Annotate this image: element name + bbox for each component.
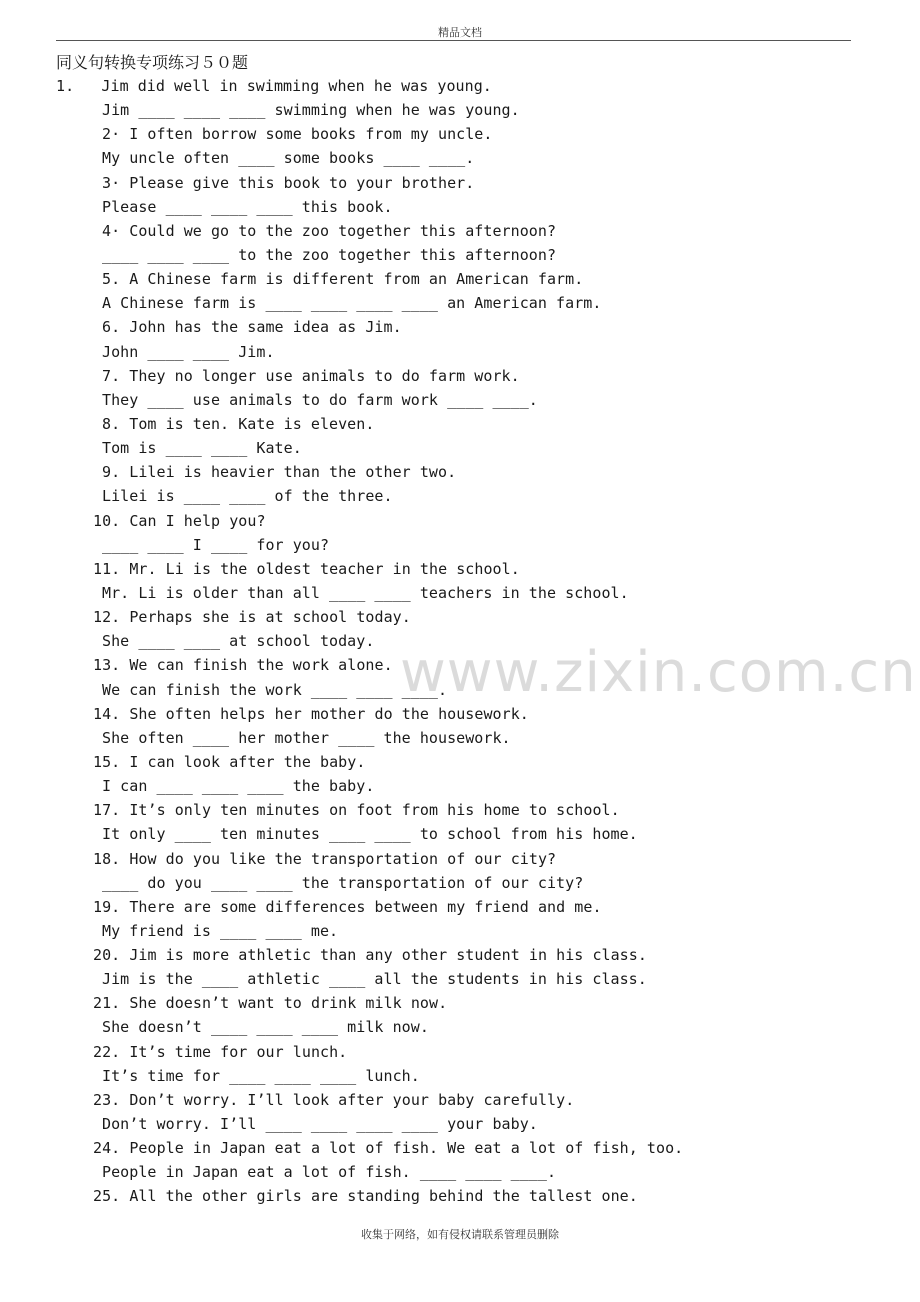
exercise-line: 24. People in Japan eat a lot of fish. We eat a lot of fish, too.: [93, 1139, 684, 1158]
exercise-line: 13. We can finish the work alone.: [93, 656, 393, 675]
exercise-line: 14. She often helps her mother do the housework.: [93, 704, 529, 723]
exercise-line: 7. They no longer use animals to do farm work.: [102, 366, 520, 385]
exercise-line: ____ do you ____ ____ the transportation of our city?: [102, 873, 584, 892]
exercise-line: Don’t worry. I’ll ____ ____ ____ ____ your baby.: [102, 1115, 538, 1134]
exercise-line: 25. All the other girls are standing behind the tallest one.: [93, 1187, 638, 1206]
exercise-line: 3· Please give this book to your brother.: [102, 173, 475, 192]
exercise-line: 23. Don’t worry. I’ll look after your baby carefully.: [93, 1090, 575, 1109]
exercise-line: My friend is ____ ____ me.: [102, 921, 339, 940]
exercise-line: She doesn’t ____ ____ ____ milk now.: [102, 1018, 429, 1037]
exercise-line: Mr. Li is older than all ____ ____ teachers in the school.: [102, 583, 629, 602]
exercise-line: 1. Jim did well in swimming when he was young.: [56, 77, 492, 95]
exercise-line: Jim is the ____ athletic ____ all the students in his class.: [102, 970, 647, 989]
exercise-line: Jim ____ ____ ____ swimming when he was young.: [102, 101, 520, 120]
exercise-line: She often ____ her mother ____ the housework.: [102, 728, 511, 747]
exercise-line: I can ____ ____ ____ the baby.: [102, 777, 375, 796]
exercise-line: 4· Could we go to the zoo together this afternoon?: [102, 221, 557, 240]
exercise-line: 9. Lilei is heavier than the other two.: [102, 463, 457, 482]
exercise-line: People in Japan eat a lot of fish. ____ ____ ____.: [102, 1163, 557, 1182]
exercise-line: John ____ ____ Jim.: [102, 342, 275, 361]
page-footer: 收集于网络，如有侵权请联系管理员删除: [361, 1228, 559, 1241]
exercise-line: They ____ use animals to do farm work ____ ____.: [102, 390, 538, 409]
exercise-line: We can finish the work ____ ____ ____.: [102, 680, 448, 699]
exercise-line: 5. A Chinese farm is different from an American farm.: [102, 270, 584, 289]
header-divider: [56, 40, 851, 41]
exercise-line: A Chinese farm is ____ ____ ____ ____ an American farm.: [102, 294, 602, 313]
exercise-line: 17. It’s only ten minutes on foot from his home to school.: [93, 801, 620, 820]
exercise-line: 18. How do you like the transportation of our city?: [93, 849, 557, 868]
exercise-line: Lilei is ____ ____ of the three.: [102, 487, 393, 506]
watermark: www.zixin.com.cn: [400, 640, 917, 705]
exercise-line: 6. John has the same idea as Jim.: [102, 318, 402, 337]
exercise-line: She ____ ____ at school today.: [102, 632, 375, 651]
exercise-line: 22. It’s time for our lunch.: [93, 1042, 348, 1061]
exercise-line: Please ____ ____ ____ this book.: [102, 197, 393, 216]
exercise-line: 15. I can look after the baby.: [93, 752, 366, 771]
exercise-line: 12. Perhaps she is at school today.: [93, 608, 411, 627]
exercise-line: It only ____ ten minutes ____ ____ to school from his home.: [102, 825, 638, 844]
exercise-line: It’s time for ____ ____ ____ lunch.: [102, 1066, 420, 1085]
exercise-line: 21. She doesn’t want to drink milk now.: [93, 994, 448, 1013]
exercise-line: Tom is ____ ____ Kate.: [102, 439, 302, 458]
exercise-line: ____ ____ ____ to the zoo together this afternoon?: [102, 245, 557, 264]
document-title: 同义句转换专项练习５０题: [56, 53, 249, 72]
exercise-line: 2· I often borrow some books from my uncle.: [102, 125, 493, 144]
page-header: 精品文档: [438, 26, 482, 39]
exercise-line: ____ ____ I ____ for you?: [102, 535, 330, 554]
exercise-line: 11. Mr. Li is the oldest teacher in the school.: [93, 559, 520, 578]
exercise-line: My uncle often ____ some books ____ ____.: [102, 149, 475, 168]
exercise-line: 19. There are some differences between my friend and me.: [93, 897, 602, 916]
exercise-line: 8. Tom is ten. Kate is eleven.: [102, 414, 375, 433]
exercise-line: 20. Jim is more athletic than any other student in his class.: [93, 946, 647, 965]
exercise-line: 10. Can I help you?: [93, 511, 266, 530]
